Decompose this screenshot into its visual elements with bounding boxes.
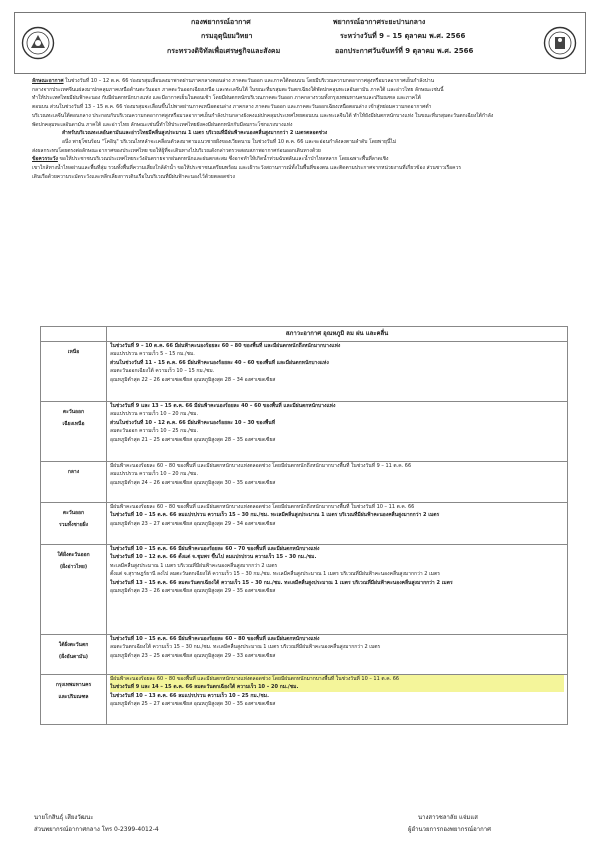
region-north-detail: ในช่วงวันที่ 9 – 10 ต.ค. 66 มีฝนฟ้าคะนองร้อยละ 60 – 80 ของพื้นที่ และมีฝนตกหนักถึงหนักมากบางแห่ง ลมแปรปรวน ความเร็ว 5 – 15 กม./ชม. ส่วนในช่วงวันที่ 11 – 15 ต.ค. 66 มีฝนฟ้าคะนองร้อยละ 40 – 60 ของพื้นที่ และมีฝนตกหนักบางแห่ง ลมตะวันออกเฉียงใต้ ความเร็ว 10 – 15 กม./ชม. อุณหภูมิต่ำสุด 22 – 26 องศาเซลเซียส อุณหภูมิสูงสุด 28 – 34 องศาเซลเซียส	[107, 342, 568, 402]
highlighted-line: ในช่วงวันที่ 9 และ 14 – 15 ต.ค. 66 ลมตะวันตกเฉียงใต้ ความเร็ว 10 – 20 กม./ชม.	[110, 683, 564, 691]
region-south-west-coast: ใต้ฝั่งตะวันตก (ฝั่งอันดามัน)	[41, 635, 107, 675]
region-south-east-coast: ใต้ฝั่งตะวันออก (ฝั่งอ่าวไทย)	[41, 545, 107, 635]
ministry-seal-right-icon	[543, 26, 577, 60]
region-south-west-coast-detail: ในช่วงวันที่ 10 – 15 ต.ค. 66 มีฝนฟ้าคะนองร้อยละ 60 – 80 ของพื้นที่ และมีฝนตกหนักบางแห่ง ลมตะวันตกเฉียงใต้ ความเร็ว 15 – 30 กม./ชม. ทะเลมีคลื่นสูงประมาณ 1 เมตร บริเวณที่มีฝนฟ้าคะนองคลื่นสูงมากกว่า 2 เมตร อุณหภูมิต่ำสุด 23 – 25 องศาเซลเซียส อุณหภูมิสูงสุด 29 – 33 องศาเซลเซียส	[107, 635, 568, 675]
region-north: เหนือ	[41, 342, 107, 402]
summary-label: ลักษณะอากาศ	[32, 78, 64, 84]
forecast-table	[40, 326, 568, 725]
region-northeast: ตะวันออก เฉียงเหนือ	[41, 402, 107, 462]
region-northeast-detail: ในช่วงวันที่ 9 และ 13 – 15 ต.ค. 66 มีฝนฟ้าคะนองร้อยละ 40 – 60 ของพื้นที่ และมีฝนตกหนักบางแห่ง ลมแปรปรวน ความเร็ว 10 – 20 กม./ชม. ส่วนในช่วงวันที่ 10 – 12 ต.ค. 66 มีฝนฟ้าคะนองร้อยละ 10 – 30 ของพื้นที่ ลมตะวันออก ความเร็ว 10 – 25 กม./ชม. อุณหภูมิต่ำสุด 21 – 25 องศาเซลเซียส อุณหภูมิสูงสุด 28 – 35 องศาเซลเซียส	[107, 402, 568, 462]
region-central: กลาง	[41, 462, 107, 503]
region-south-east-coast-detail: ในช่วงวันที่ 10 – 15 ต.ค. 66 มีฝนฟ้าคะนองร้อยละ 60 – 70 ของพื้นที่ และมีฝนตกหนักบางแห่ง ในช่วงวันที่ 10 – 12 ต.ค. 66 ตั้งแต่ จ.ชุมพร ขึ้นไป ลมแปรปรวน ความเร็ว 15 – 30 กม./ชม. ทะเลมีคลื่นสูงประมาณ 1 เมตร บริเวณที่มีฝนฟ้าคะนองคลื่นสูงมากกว่า 2 เมตร ตั้งแต่ จ.สุราษฎร์ธานี ลงไป ลมตะวันตกเฉียงใต้ ความเร็ว 15 – 30 กม./ชม. ทะเลมีคลื่นสูงประมาณ 1 เมตร บริเวณที่มีฝนฟ้าคะนองคลื่นสูงมากกว่า 2 เมตร ในช่วงวันที่ 13 – 15 ต.ค. 66 ลมตะวันตกเฉียงใต้ ความเร็ว 15 – 30 กม./ชม. ทะเลมีคลื่นสูงประมาณ 1 เมตร บริเวณที่มีฝนฟ้าคะนองคลื่นสูงมากกว่า 2 เมตร อุณหภูมิต่ำสุด 23 – 26 องศาเซลเซียส อุณหภูมิสูงสุด 29 – 35 องศาเซลเซียส	[107, 545, 568, 635]
header-ministry: กระทรวงดิจิทัลเพื่อเศรษฐกิจและสังคม	[167, 47, 281, 55]
caution-line: เขาใกล้ทางน้ำไหลผ่านและพื้นที่ลุ่ม รวมทั้งพื้นที่ความเสี่ยงใกล้ลำน้ำ ขอให้ประชาชนเตรียมพร้อม และเฝ้าระวังสถานการณ์ทั้งในพื้นที่ของตน และติดตามประกาศจากหน่วยงานที่เกี่ยวข้อง ส่วนชาวเรือควร	[32, 165, 462, 172]
signer-name: นางสาวชลาลัย แจ่มแส	[418, 814, 478, 821]
wave-note: สำหรับบริเวณทะเลอันดามันและอ่าวไทยมีคลื่นสูงประมาณ 1 เมตร บริเวณที่มีฝนฟ้าคะนองคลื่นสูงมากกว่า 2 เมตรตลอดช่วง	[62, 130, 328, 137]
table-row	[41, 545, 568, 635]
author-name: นายโกสินธุ์ เสียงวัฒนะ	[34, 814, 94, 821]
header-period: ระหว่างวันที่ 9 – 15 ตุลาคม พ.ศ. 2566	[340, 32, 466, 40]
table-row	[41, 342, 568, 402]
table-row	[41, 675, 568, 725]
region-east: ตะวันออก รวมทั้งชายฝั่ง	[41, 503, 107, 545]
summary-section	[32, 77, 578, 181]
summary-line: ตอนบน ส่วนในช่วงวันที่ 13 – 15 ต.ค. 66 ร่องมรสุมจะเลื่อนขึ้นไปพาดผ่านภาคเหนือตอนล่าง ภาคกลาง ภาคตะวันออก และภาคตะวันออกเฉียงเหนือตอนล่าง เข้าสู่หย่อมความกดอากาศต่ำ	[32, 104, 432, 111]
summary-line: พัดปกคลุมทะเลอันดามัน ภาคใต้ และอ่าวไทย ลักษณะเช่นนี้ทำให้ประเทศไทยยังคงมีฝนตกหนักกับมีลมกระโชกแรงบางแห่ง	[32, 121, 293, 128]
summary-line: กลางจากประเทศจีนแผ่ลงมาปกคลุมภาคเหนือด้านตะวันออก ภาคตะวันออกเฉียงเหนือ และทะเลจีนใต้ ในขณะที่มรสุมตะวันตกเฉียงใต้พัดปกคลุมทะเลอันดามัน ภาคใต้ และอ่าวไทย ลักษณะเช่นนี้	[32, 86, 444, 93]
table-header: สภาวะอากาศ อุณหภูมิ ลม ฝน และคลื่น	[107, 327, 568, 342]
region-bangkok: กรุงเทพมหานคร และปริมณฑล	[41, 675, 107, 725]
caution-line: เดินเรือด้วยความระมัดระวังและหลีกเลี่ยงการเดินเรือในบริเวณที่มีฝนฟ้าคะนองไว้ด้วยตลอดช่วง	[32, 173, 235, 180]
signer-title: ผู้อำนวยการกองพยากรณ์อากาศ	[408, 826, 491, 833]
caution-line: ข้อควรระวัง ขอให้ประชาชนบริเวณประเทศไทยระวังอันตรายจากฝนตกหนักและฝนตกสะสม ซึ่งอาจทำให้เกิดน้ำท่วมฉับพลันและน้ำป่าไหลหลาก โดยเฉพาะพื้นที่ลาดเชิง	[32, 156, 389, 163]
storm-note: อนึ่ง พายุโซนร้อน "โคอินุ" บริเวณไหหลำจะเคลื่อนตัวลงมาตามแนวชายฝั่งของเวียดนาม ในช่วงวันที่ 10 ต.ค. 66 และจะอ่อนกำลังลงตามลำดับ โดยพายุนี้ไม่	[62, 138, 397, 145]
header-org: กองพยากรณ์อากาศ	[191, 18, 251, 26]
region-central-detail: มีฝนฟ้าคะนองร้อยละ 60 – 80 ของพื้นที่ และมีฝนตกหนักบางแห่งตลอดช่วง โดยมีฝนตกหนักถึงหนักมากบางพื้นที่ ในช่วงวันที่ 9 – 11 ต.ค. 66 ลมแปรปรวน ความเร็ว 10 – 20 กม./ชม. อุณหภูมิต่ำสุด 24 – 26 องศาเซลเซียส อุณหภูมิสูงสุด 30 – 35 องศาเซลเซียส	[107, 462, 568, 503]
caution-label: ข้อควรระวัง	[32, 156, 58, 163]
summary-line: ลักษณะอากาศ ในช่วงวันที่ 10 – 12 ต.ค. 66 ร่องมรสุมเลื่อนลงมาพาดผ่านภาคกลางตอนล่าง ภาคตะวันออก และภาคใต้ตอนบน โดยมีบริเวณความกดอากาศสูงหรือมวลอากาศเย็นกำลังปาน	[32, 78, 435, 84]
header-box	[14, 12, 586, 74]
header-dept: กรมอุตุนิยมวิทยา	[201, 32, 253, 40]
region-east-detail: มีฝนฟ้าคะนองร้อยละ 60 – 80 ของพื้นที่ และมีฝนตกหนักบางแห่งตลอดช่วง โดยมีฝนตกหนักถึงหนักมากบางพื้นที่ ในช่วงวันที่ 10 – 11 ต.ค. 66 ในช่วงวันที่ 10 – 15 ต.ค. 66 ลมแปรปรวน ความเร็ว 15 – 30 กม./ชม. ทะเลมีคลื่นสูงประมาณ 1 เมตร บริเวณที่มีฝนฟ้าคะนองคลื่นสูงมากกว่า 2 เมตร อุณหภูมิต่ำสุด 23 – 27 องศาเซลเซียส อุณหภูมิสูงสุด 29 – 34 องศาเซลเซียส	[107, 503, 568, 545]
contact-phone: ส่วนพยากรณ์อากาศกลาง โทร 0-2399-4012-4	[34, 826, 159, 833]
highlighted-line: มีฝนฟ้าคะนองร้อยละ 60 – 80 ของพื้นที่ และมีฝนตกหนักบางแห่งตลอดช่วง โดยมีฝนตกหนักมากบางพื้นที่ ในช่วงวันที่ 10 – 11 ต.ค. 66	[110, 675, 564, 683]
header-title: พยากรณ์อากาศระยะปานกลาง	[333, 18, 426, 26]
table-row	[41, 503, 568, 545]
storm-note: ส่งผลกระทบโดยตรงต่อลักษณะอากาศของประเทศไทย ขอให้ผู้ที่จะเดินทางไปบริเวณดังกล่าวตรวจสอบสภาพอากาศก่อนออกเดินทางด้วย	[32, 147, 321, 154]
table-corner	[41, 327, 107, 342]
summary-line: บริเวณทะเลจีนใต้ตอนกลาง ประกอบกับบริเวณความกดอากาศสูงหรือมวลอากาศเย็นกำลังปานกลางยังคงแผ่ปกคลุมประเทศไทยตอนบน และทะเลจีนใต้ ทำให้ยังมีฝนตกหนักบางแห่ง ในขณะที่มรสุมตะวันตกเฉียงใต้กำลัง	[32, 112, 494, 119]
tmd-seal-left-icon	[21, 26, 55, 60]
summary-line: ทำให้ประเทศไทยมีฝนฟ้าคะนอง กับมีฝนตกหนักบางแห่ง และมีอากาศเย็นในตอนเช้า โดยมีฝนตกหนักบริเวณภาคตะวันออก ภาคกลางรวมทั้งกรุงเทพมหานครและปริมณฑล และภาคใต้	[32, 95, 421, 102]
table-row	[41, 635, 568, 675]
table-row	[41, 402, 568, 462]
table-row	[41, 462, 568, 503]
header-issued: ออกประกาศวันจันทร์ที่ 9 ตุลาคม พ.ศ. 2566	[335, 47, 474, 55]
region-bangkok-detail: มีฝนฟ้าคะนองร้อยละ 60 – 80 ของพื้นที่ และมีฝนตกหนักบางแห่งตลอดช่วง โดยมีฝนตกหนักมากบางพื้นที่ ในช่วงวันที่ 10 – 11 ต.ค. 66 ในช่วงวันที่ 9 และ 14 – 15 ต.ค. 66 ลมตะวันตกเฉียงใต้ ความเร็ว 10 – 20 กม./ชม. ในช่วงวันที่ 10 – 13 ต.ค. 66 ลมแปรปรวน ความเร็ว 10 – 25 กม./ชม. อุณหภูมิต่ำสุด 25 – 27 องศาเซลเซียส อุณหภูมิสูงสุด 30 – 35 องศาเซลเซียส	[107, 675, 568, 725]
